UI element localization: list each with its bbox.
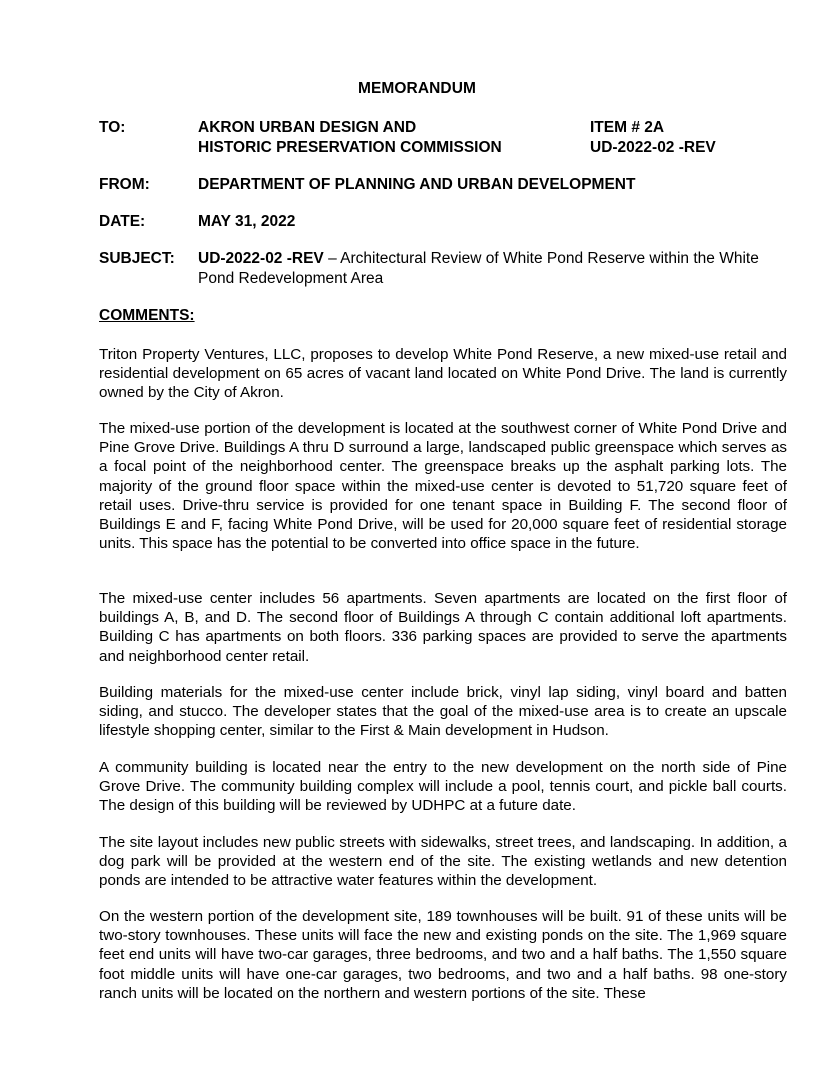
item-code: UD-2022-02 -REV bbox=[590, 139, 716, 156]
from-value: DEPARTMENT OF PLANNING AND URBAN DEVELOPMENT bbox=[198, 176, 636, 193]
paragraph-7: On the western portion of the development site, 189 townhouses will be built. 91 of these units will be two-story townhouses. These units will face the new and existing ponds on the site. The 1,969 square feet end units will have two-car garages, three bedrooms, and two and a half baths. The 1,550 square foot middle units will have one-car garages, two bedrooms, and two and a half baths. 98 one-story ranch units will be located on the northern and western portions of the site. These bbox=[99, 908, 787, 1002]
from-label: FROM: bbox=[99, 176, 150, 193]
paragraph-4: Building materials for the mixed-use center include brick, vinyl lap siding, vinyl board and batten siding, and stucco. The developer states that the goal of the mixed-use area is to create an upscale lifestyle shopping center, similar to the First & Main development in Hudson. bbox=[99, 684, 787, 740]
paragraph-5: A community building is located near the entry to the new development on the north side of Pine Grove Drive. The community building complex will include a pool, tennis court, and pickle ball courts. The design of this building will be reviewed by UDHPC at a future date. bbox=[99, 759, 787, 815]
item-number: ITEM # 2A bbox=[590, 119, 665, 136]
paragraph-1: Triton Property Ventures, LLC, proposes to develop White Pond Reserve, a new mixed-use retail and residential development on 65 acres of vacant land located on White Pond Drive. The land is currently owned by the City of Akron. bbox=[99, 346, 787, 402]
memo-title: MEMORANDUM bbox=[357, 80, 477, 97]
paragraph-3: The mixed-use center includes 56 apartments. Seven apartments are located on the first floor of buildings A, B, and D. The second floor of Buildings A through C contain additional loft apartments. Building C has apartments on both floors. 336 parking spaces are provided to serve the apartments and neighborhood center retail. bbox=[99, 590, 787, 665]
date-value: MAY 31, 2022 bbox=[198, 213, 296, 230]
subject-text bbox=[198, 249, 790, 289]
subject-description: – Architectural Review of White Pond Reserve within the White Pond Redevelopment Area bbox=[198, 250, 759, 287]
comments-heading: COMMENTS: bbox=[99, 307, 195, 324]
subject-code: UD-2022-02 -REV bbox=[198, 250, 324, 267]
date-label: DATE: bbox=[99, 213, 146, 230]
paragraph-2: The mixed-use portion of the development is located at the southwest corner of White Pond Drive and Pine Grove Drive. Buildings A thru D surround a large, landscaped public greenspace which serves as a focal point of the neighborhood center. The greenspace breaks up the asphalt parking lots. The majority of the ground floor space within the mixed-use center is devoted to 51,720 square feet of retail uses. Drive-thru service is provided for one tenant space in Building F. The second floor of Buildings E and F, facing White Pond Drive, will be used for 20,000 square feet of residential storage units. This space has the potential to be converted into office space in the future. bbox=[99, 420, 787, 553]
to-recipient-line1: AKRON URBAN DESIGN AND bbox=[198, 119, 417, 136]
to-recipient-line2: HISTORIC PRESERVATION COMMISSION bbox=[198, 139, 502, 156]
paragraph-6: The site layout includes new public streets with sidewalks, street trees, and landscaping. In addition, a dog park will be provided at the western end of the site. The existing wetlands and new detention ponds are intended to be attractive water features within the development. bbox=[99, 834, 787, 890]
to-label: TO: bbox=[99, 119, 126, 136]
subject-label: SUBJECT: bbox=[99, 250, 175, 267]
